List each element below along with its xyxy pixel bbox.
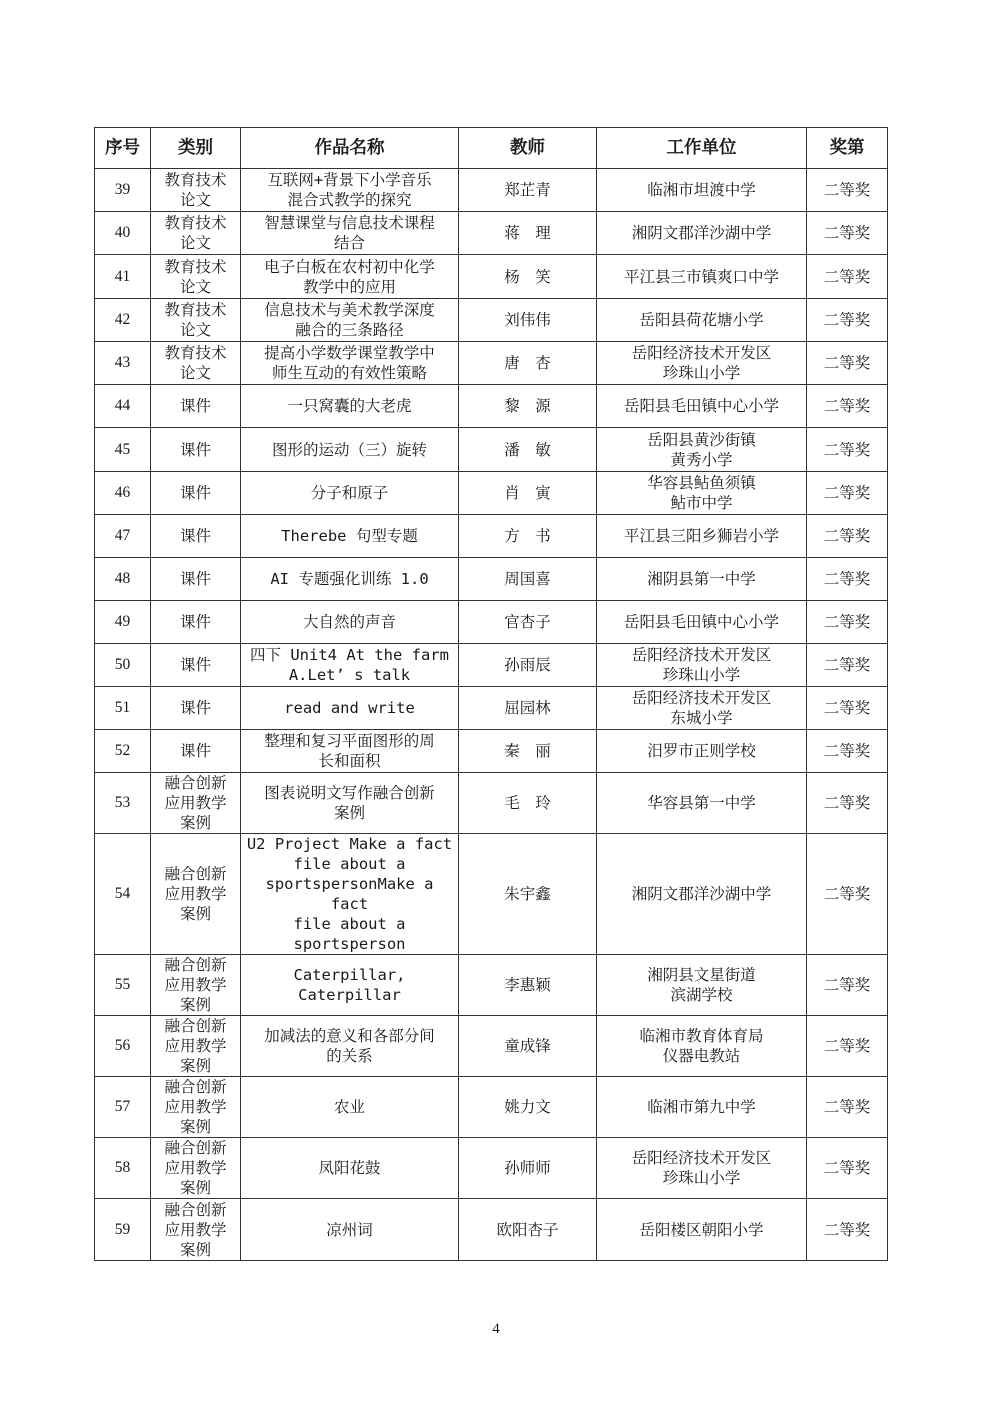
cell-number: 48 — [95, 558, 151, 601]
cell-category: 融合创新 应用教学 案例 — [151, 1077, 241, 1138]
cell-teacher: 毛 玲 — [459, 773, 597, 834]
cell-number: 59 — [95, 1199, 151, 1261]
cell-teacher: 方 书 — [459, 515, 597, 558]
cell-award: 二等奖 — [807, 730, 888, 773]
cell-award: 二等奖 — [807, 385, 888, 428]
table-row — [95, 1016, 888, 1077]
cell-number: 52 — [95, 730, 151, 773]
cell-award: 二等奖 — [807, 834, 888, 955]
cell-award: 二等奖 — [807, 773, 888, 834]
cell-title: 凉州词 — [241, 1199, 459, 1261]
cell-teacher: 周国喜 — [459, 558, 597, 601]
cell-teacher: 黎 源 — [459, 385, 597, 428]
cell-number: 39 — [95, 169, 151, 212]
table-row — [95, 255, 888, 299]
cell-teacher: 潘 敏 — [459, 428, 597, 472]
header-award: 奖第 — [807, 128, 888, 169]
cell-category: 融合创新 应用教学 案例 — [151, 1199, 241, 1261]
cell-title: 大自然的声音 — [241, 601, 459, 644]
header-category: 类别 — [151, 128, 241, 169]
cell-category: 课件 — [151, 428, 241, 472]
cell-teacher: 孙师师 — [459, 1138, 597, 1199]
cell-teacher: 蒋 理 — [459, 212, 597, 255]
cell-title: 加减法的意义和各部分间 的关系 — [241, 1016, 459, 1077]
cell-award: 二等奖 — [807, 558, 888, 601]
cell-number: 53 — [95, 773, 151, 834]
table-row — [95, 472, 888, 515]
cell-unit: 岳阳县黄沙街镇 黄秀小学 — [597, 428, 807, 472]
cell-unit: 湘阴县第一中学 — [597, 558, 807, 601]
table-row — [95, 558, 888, 601]
cell-unit: 华容县鲇鱼须镇 鲇市中学 — [597, 472, 807, 515]
awards-table — [94, 127, 888, 1261]
cell-award: 二等奖 — [807, 601, 888, 644]
cell-teacher: 官杏子 — [459, 601, 597, 644]
header-teacher: 教师 — [459, 128, 597, 169]
cell-number: 44 — [95, 385, 151, 428]
cell-award: 二等奖 — [807, 472, 888, 515]
cell-number: 58 — [95, 1138, 151, 1199]
cell-number: 46 — [95, 472, 151, 515]
cell-unit: 湘阴文郡洋沙湖中学 — [597, 834, 807, 955]
cell-title: read and write — [241, 687, 459, 730]
header-title: 作品名称 — [241, 128, 459, 169]
cell-award: 二等奖 — [807, 169, 888, 212]
cell-category: 课件 — [151, 644, 241, 687]
cell-number: 47 — [95, 515, 151, 558]
cell-number: 40 — [95, 212, 151, 255]
cell-number: 41 — [95, 255, 151, 299]
table-row — [95, 1138, 888, 1199]
cell-category: 课件 — [151, 687, 241, 730]
header-unit: 工作单位 — [597, 128, 807, 169]
cell-teacher: 屈园林 — [459, 687, 597, 730]
cell-title: 智慧课堂与信息技术课程 结合 — [241, 212, 459, 255]
cell-category: 课件 — [151, 558, 241, 601]
cell-award: 二等奖 — [807, 342, 888, 385]
cell-teacher: 杨 笑 — [459, 255, 597, 299]
header-number: 序号 — [95, 128, 151, 169]
cell-category: 课件 — [151, 515, 241, 558]
cell-number: 57 — [95, 1077, 151, 1138]
cell-title: 信息技术与美术教学深度 融合的三条路径 — [241, 299, 459, 342]
cell-unit: 临湘市教育体育局 仪器电教站 — [597, 1016, 807, 1077]
cell-title: 一只窝囊的大老虎 — [241, 385, 459, 428]
cell-title: 分子和原子 — [241, 472, 459, 515]
table-row — [95, 730, 888, 773]
cell-title: 互联网+背景下小学音乐 混合式教学的探究 — [241, 169, 459, 212]
cell-teacher: 朱宇鑫 — [459, 834, 597, 955]
cell-unit: 临湘市第九中学 — [597, 1077, 807, 1138]
table-row — [95, 601, 888, 644]
cell-unit: 岳阳经济技术开发区 珍珠山小学 — [597, 342, 807, 385]
table-row — [95, 385, 888, 428]
cell-category: 融合创新 应用教学 案例 — [151, 773, 241, 834]
cell-category: 课件 — [151, 472, 241, 515]
cell-unit: 平江县三阳乡狮岩小学 — [597, 515, 807, 558]
table-row — [95, 169, 888, 212]
cell-unit: 临湘市坦渡中学 — [597, 169, 807, 212]
cell-award: 二等奖 — [807, 1016, 888, 1077]
cell-award: 二等奖 — [807, 1077, 888, 1138]
table-row — [95, 1077, 888, 1138]
cell-award: 二等奖 — [807, 1138, 888, 1199]
cell-teacher: 唐 杏 — [459, 342, 597, 385]
cell-teacher: 郑芷青 — [459, 169, 597, 212]
cell-title: U2 Project Make a fact file about a sportspersonMake a fact file about a sportsperson — [241, 834, 459, 955]
cell-category: 教育技术 论文 — [151, 169, 241, 212]
page-number: 4 — [492, 1321, 500, 1337]
cell-category: 教育技术 论文 — [151, 299, 241, 342]
cell-title: 四下 Unit4 At the farm A.Let’ s talk — [241, 644, 459, 687]
cell-award: 二等奖 — [807, 212, 888, 255]
cell-number: 54 — [95, 834, 151, 955]
cell-category: 融合创新 应用教学 案例 — [151, 834, 241, 955]
table-row — [95, 955, 888, 1016]
cell-category: 课件 — [151, 385, 241, 428]
cell-unit: 岳阳县毛田镇中心小学 — [597, 385, 807, 428]
cell-award: 二等奖 — [807, 955, 888, 1016]
cell-category: 课件 — [151, 730, 241, 773]
cell-number: 55 — [95, 955, 151, 1016]
cell-unit: 岳阳县毛田镇中心小学 — [597, 601, 807, 644]
cell-category: 课件 — [151, 601, 241, 644]
table-row — [95, 428, 888, 472]
table-row — [95, 644, 888, 687]
cell-teacher: 童成锋 — [459, 1016, 597, 1077]
cell-title: 电子白板在农村初中化学 教学中的应用 — [241, 255, 459, 299]
cell-unit: 华容县第一中学 — [597, 773, 807, 834]
table-row — [95, 773, 888, 834]
cell-title: 提高小学数学课堂教学中 师生互动的有效性策略 — [241, 342, 459, 385]
cell-unit: 汨罗市正则学校 — [597, 730, 807, 773]
table-row — [95, 687, 888, 730]
cell-title: 整理和复习平面图形的周 长和面积 — [241, 730, 459, 773]
cell-teacher: 李惠颖 — [459, 955, 597, 1016]
table-row — [95, 212, 888, 255]
cell-award: 二等奖 — [807, 515, 888, 558]
cell-number: 45 — [95, 428, 151, 472]
cell-number: 43 — [95, 342, 151, 385]
cell-unit: 平江县三市镇爽口中学 — [597, 255, 807, 299]
cell-teacher: 肖 寅 — [459, 472, 597, 515]
cell-number: 51 — [95, 687, 151, 730]
cell-number: 50 — [95, 644, 151, 687]
cell-unit: 岳阳县荷花塘小学 — [597, 299, 807, 342]
cell-category: 融合创新 应用教学 案例 — [151, 1016, 241, 1077]
cell-number: 49 — [95, 601, 151, 644]
cell-award: 二等奖 — [807, 687, 888, 730]
cell-title: Caterpillar, Caterpillar — [241, 955, 459, 1016]
cell-award: 二等奖 — [807, 428, 888, 472]
cell-unit: 岳阳楼区朝阳小学 — [597, 1199, 807, 1261]
cell-unit: 岳阳经济技术开发区 珍珠山小学 — [597, 644, 807, 687]
cell-title: 凤阳花鼓 — [241, 1138, 459, 1199]
cell-title: 图形的运动（三）旋转 — [241, 428, 459, 472]
cell-award: 二等奖 — [807, 644, 888, 687]
table-row — [95, 299, 888, 342]
cell-unit: 湘阴文郡洋沙湖中学 — [597, 212, 807, 255]
cell-category: 融合创新 应用教学 案例 — [151, 955, 241, 1016]
cell-teacher: 秦 丽 — [459, 730, 597, 773]
cell-teacher: 刘伟伟 — [459, 299, 597, 342]
table-row — [95, 834, 888, 955]
cell-title: 农业 — [241, 1077, 459, 1138]
cell-category: 教育技术 论文 — [151, 212, 241, 255]
cell-unit: 湘阴县文星街道 滨湖学校 — [597, 955, 807, 1016]
cell-title: AI 专题强化训练 1.0 — [241, 558, 459, 601]
cell-teacher: 欧阳杏子 — [459, 1199, 597, 1261]
cell-title: 图表说明文写作融合创新 案例 — [241, 773, 459, 834]
cell-unit: 岳阳经济技术开发区 东城小学 — [597, 687, 807, 730]
cell-category: 教育技术 论文 — [151, 342, 241, 385]
table-row — [95, 342, 888, 385]
table-header-row — [95, 128, 888, 169]
cell-award: 二等奖 — [807, 1199, 888, 1261]
cell-teacher: 孙雨辰 — [459, 644, 597, 687]
cell-number: 42 — [95, 299, 151, 342]
cell-category: 教育技术 论文 — [151, 255, 241, 299]
cell-award: 二等奖 — [807, 255, 888, 299]
cell-unit: 岳阳经济技术开发区 珍珠山小学 — [597, 1138, 807, 1199]
table-row — [95, 1199, 888, 1261]
cell-award: 二等奖 — [807, 299, 888, 342]
cell-title: Therebe 句型专题 — [241, 515, 459, 558]
cell-teacher: 姚力文 — [459, 1077, 597, 1138]
cell-category: 融合创新 应用教学 案例 — [151, 1138, 241, 1199]
cell-number: 56 — [95, 1016, 151, 1077]
table-row — [95, 515, 888, 558]
